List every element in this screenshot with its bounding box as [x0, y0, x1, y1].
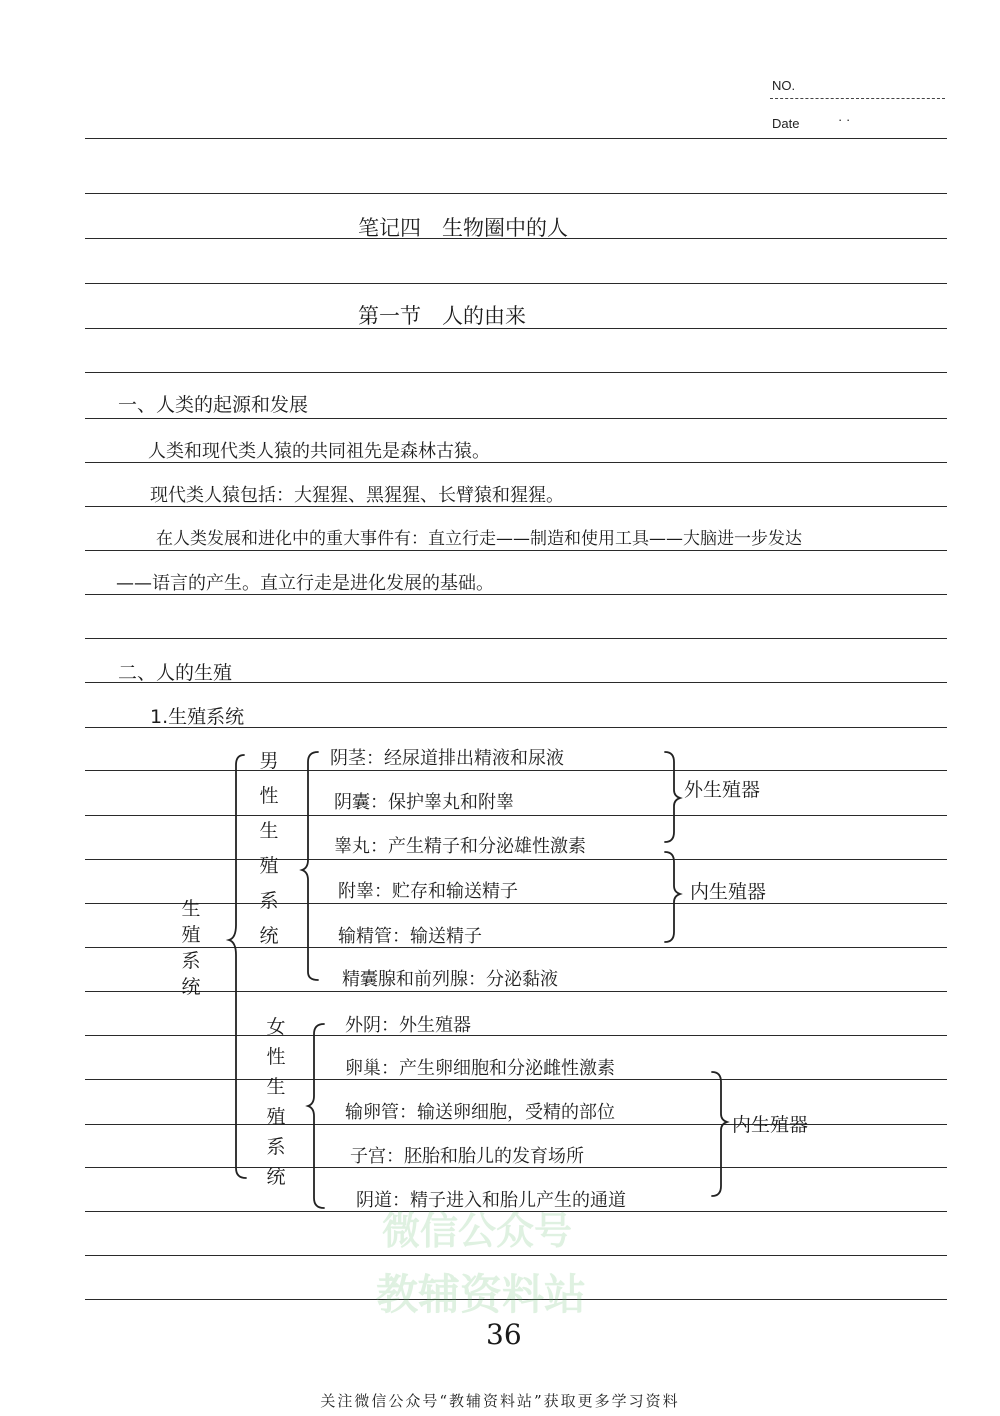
female-internal-brace [712, 1072, 727, 1196]
female-label-char: 系 [266, 1136, 286, 1158]
female-item-ovary: 卵巢：产生卵细胞和分泌雌性激素 [345, 1058, 615, 1079]
male-label-char: 生 [259, 820, 279, 842]
date-label: Date [772, 116, 800, 131]
root-label-char: 殖 [181, 924, 201, 946]
female-group-internal: 内生殖器 [732, 1114, 809, 1136]
male-label-char: 系 [259, 890, 279, 912]
male-internal-brace [665, 852, 680, 942]
part1-line-3: 在人类发展和进化中的重大事件有：直立行走——制造和使用工具——大脑进一步发达 [156, 529, 802, 549]
no-dashed-line [770, 98, 945, 99]
male-brace [302, 752, 318, 980]
female-item-uterus: 子宫：胚胎和胎儿的发育场所 [350, 1146, 584, 1167]
root-label-char: 统 [181, 976, 201, 998]
female-label-char: 女 [266, 1016, 286, 1038]
male-item-epididymis: 附睾：贮存和输送精子 [338, 881, 518, 902]
male-item-penis: 阴茎：经尿道排出精液和尿液 [330, 748, 564, 769]
root-label-char: 生 [181, 898, 201, 920]
female-label-char: 性 [266, 1046, 286, 1068]
no-label: NO. [772, 78, 796, 93]
root-label-char: 系 [181, 950, 201, 972]
male-item-glands: 精囊腺和前列腺：分泌黏液 [342, 969, 558, 990]
watermark-line-2: 教辅资料站 [376, 1270, 587, 1319]
part1-line-2: 现代类人猿包括：大猩猩、黑猩猩、长臂猿和猩猩。 [150, 485, 564, 506]
part2-heading: 二、人的生殖 [118, 662, 233, 684]
male-item-vas-deferens: 输精管：输送精子 [338, 926, 482, 947]
male-label-char: 男 [259, 750, 279, 772]
part2-subheading: 1.生殖系统 [150, 706, 245, 728]
female-label-char: 统 [266, 1166, 286, 1188]
female-item-oviduct: 输卵管：输送卵细胞，受精的部位 [345, 1102, 615, 1123]
male-label-char: 殖 [259, 855, 279, 877]
female-item-vagina: 阴道：精子进入和胎儿产生的通道 [356, 1190, 626, 1211]
footer-note: 关注微信公众号“教辅资料站”获取更多学习资料 [320, 1392, 680, 1410]
male-item-scrotum: 阴囊：保护睾丸和附睾 [334, 792, 514, 813]
female-item-vulva: 外阴：外生殖器 [345, 1015, 471, 1036]
part1-line-4: ——语言的产生。直立行走是进化发展的基础。 [116, 573, 494, 594]
male-label-char: 性 [259, 785, 279, 807]
male-group-internal: 内生殖器 [690, 881, 767, 903]
root-brace [229, 755, 246, 1178]
part1-heading: 一、人类的起源和发展 [118, 394, 309, 416]
female-label-char: 殖 [266, 1106, 286, 1128]
date-dots: · · [838, 112, 851, 127]
female-label-char: 生 [266, 1076, 286, 1098]
page-number: 36 [486, 1318, 522, 1351]
male-item-testis: 睾丸：产生精子和分泌雄性激素 [334, 836, 586, 857]
watermark-line-1: 微信公众号 [382, 1209, 573, 1253]
section-title: 第一节 人的由来 [358, 304, 526, 328]
part1-line-1: 人类和现代类人猿的共同祖先是森林古猿。 [148, 441, 490, 462]
female-brace [308, 1024, 324, 1208]
male-label-char: 统 [259, 925, 279, 947]
male-external-brace [665, 752, 680, 842]
page-title: 笔记四 生物圈中的人 [358, 216, 568, 240]
male-group-external: 外生殖器 [684, 779, 761, 801]
